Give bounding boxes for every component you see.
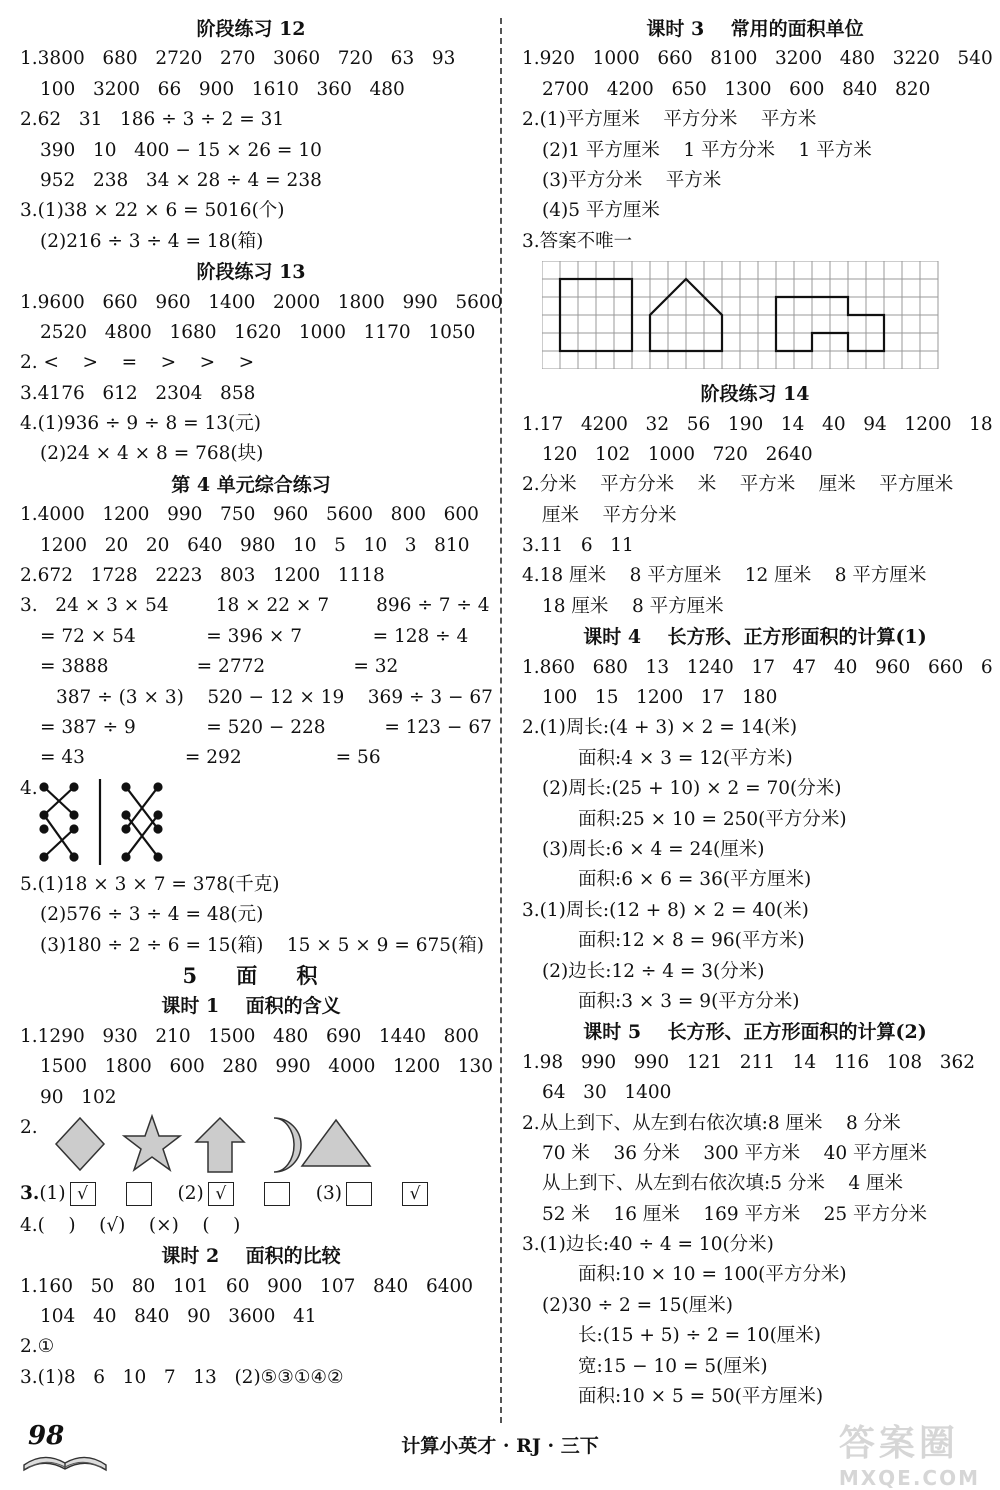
chapter-title: 5 面 积 <box>182 962 320 988</box>
answer-line: 1.4000 1200 990 750 960 5600 800 600 <box>20 504 479 526</box>
answer-line: 390 10 400 − 15 × 26 = 10 <box>40 139 322 161</box>
answer-line: 100 15 1200 17 180 <box>542 687 778 709</box>
question-number: 3. <box>20 1183 40 1205</box>
section-title: 课时 4 长方形、正方形面积的计算(1) <box>583 626 927 649</box>
shapes-row <box>20 1113 482 1177</box>
answer-line: 1.160 50 80 101 60 900 107 840 6400 <box>20 1275 474 1297</box>
answer-line: 4.18 厘米 8 平方厘米 12 厘米 8 平方厘米 <box>522 565 927 587</box>
watermark-url: MXQE.COM <box>838 1466 980 1490</box>
answer-line: (2)216 ÷ 3 ÷ 4 = 18(箱) <box>40 230 264 252</box>
grid-figure <box>542 261 940 369</box>
answer-line: 1.860 680 13 1240 17 47 40 960 660 6 <box>522 656 993 678</box>
column-divider <box>500 18 502 1423</box>
answer-line: 3. 24 × 3 × 54 18 × 22 × 7 896 ÷ 7 ÷ 4 <box>20 595 490 617</box>
checkbox <box>264 1182 290 1206</box>
answer-line: 宽:15 − 10 = 5(厘米) <box>578 1355 768 1377</box>
answer-line: 3.(1)周长:(12 + 8) × 2 = 40(米) <box>522 899 809 921</box>
answer-line: = 3888 = 2772 = 32 <box>40 656 399 678</box>
line-matching-figure <box>38 777 188 867</box>
answer-line: (2)1 平方厘米 1 平方分米 1 平方米 <box>542 139 872 161</box>
answer-line: 3.(1)8 6 10 7 13 (2)⑤③①④② <box>20 1366 344 1388</box>
checkbox: √ <box>402 1182 428 1206</box>
checkbox-label: (1) <box>39 1183 66 1205</box>
section-title: 阶段练习 12 <box>196 18 306 40</box>
answer-line: 2.(1)周长:(4 + 3) × 2 = 14(米) <box>522 717 798 739</box>
answer-line: 1.1290 930 210 1500 480 690 1440 800 <box>20 1025 479 1047</box>
answer-line: 18 厘米 8 平方厘米 <box>542 595 724 617</box>
answer-line: 2.分米 平方分米 米 平方米 厘米 平方厘米 <box>522 474 954 496</box>
left-column <box>20 14 503 1393</box>
answer-line: 2.62 31 186 ÷ 3 ÷ 2 = 31 <box>20 109 285 131</box>
answer-line: 2520 4800 1680 1620 1000 1170 1050 <box>40 321 476 343</box>
question-number: 2. <box>20 1116 38 1138</box>
answer-line: (2)周长:(25 + 10) × 2 = 70(分米) <box>542 778 842 800</box>
section-title: 课时 3 常用的面积单位 <box>646 18 864 40</box>
answer-line: (3)180 ÷ 2 ÷ 6 = 15(箱) 15 × 5 × 9 = 675(箱) <box>40 934 484 956</box>
matching-diagram <box>20 774 482 870</box>
checkbox: √ <box>208 1182 234 1206</box>
star-shape <box>124 1116 180 1170</box>
answer-line: 面积:25 × 10 = 250(平方分米) <box>578 808 847 830</box>
watermark <box>839 1415 980 1490</box>
answer-line: 面积:10 × 10 = 100(平方分米) <box>578 1264 847 1286</box>
page-number: 98 <box>28 1421 65 1451</box>
section-title: 课时 2 面积的比较 <box>161 1245 341 1268</box>
book-title: 计算小英才 · RJ · 三下 <box>401 1435 599 1457</box>
shaded-shapes-figure <box>52 1114 382 1176</box>
answer-line: 2. < > = > > > <box>20 352 255 374</box>
question-number: 4. <box>20 777 38 799</box>
answer-line: 952 238 34 × 28 ÷ 4 = 238 <box>40 169 322 191</box>
checkbox <box>126 1182 152 1206</box>
answer-line: (2)30 ÷ 2 = 15(厘米) <box>542 1294 734 1316</box>
answer-line: 面积:12 × 8 = 96(平方米) <box>578 930 805 952</box>
answer-line: 1200 20 20 640 980 10 5 10 3 810 <box>40 534 470 556</box>
right-column <box>522 14 993 1412</box>
arrow-shape <box>196 1118 244 1172</box>
page-footer <box>0 1415 1000 1490</box>
answer-line: = 43 = 292 = 56 <box>40 747 381 769</box>
answer-line: 1.920 1000 660 8100 3200 480 3220 540 <box>522 48 993 70</box>
answer-line: 1.9600 660 960 1400 2000 1800 990 5600 <box>20 291 503 313</box>
answer-line: 1.3800 680 2720 270 3060 720 63 93 <box>20 48 456 70</box>
crescent-shape <box>274 1118 301 1172</box>
checkbox: √ <box>70 1182 96 1206</box>
section-title: 阶段练习 14 <box>700 383 810 406</box>
answer-line: 2700 4200 650 1300 600 840 820 <box>542 78 931 100</box>
answer-line: 120 102 1000 720 2640 <box>542 443 813 465</box>
diamond-shape <box>56 1118 104 1170</box>
answer-line: 1500 1800 600 280 990 4000 1200 130 <box>40 1056 494 1078</box>
answer-line: 100 3200 66 900 1610 360 480 <box>40 78 405 100</box>
answer-line: 52 米 16 厘米 169 平方米 25 平方分米 <box>542 1203 928 1225</box>
answer-line: 2.(1)平方厘米 平方分米 平方米 <box>522 109 817 131</box>
answer-line: 从上到下、从左到右依次填:5 分米 4 厘米 <box>542 1173 904 1195</box>
answer-line: 3.11 6 11 <box>522 535 634 557</box>
answer-line: 面积:10 × 5 = 50(平方厘米) <box>578 1386 824 1408</box>
answer-line: 面积:6 × 6 = 36(平方厘米) <box>578 869 812 891</box>
answer-line: 4.( ) (√) (×) ( ) <box>20 1214 241 1236</box>
triangle-shape <box>302 1120 370 1166</box>
grid-drawing <box>542 261 988 373</box>
answer-line: 3.答案不唯一 <box>522 230 633 252</box>
answer-line: 2.672 1728 2223 803 1200 1118 <box>20 565 385 587</box>
answer-line: = 72 × 54 = 396 × 7 = 128 ÷ 4 <box>40 625 469 647</box>
answer-line: 3.(1)38 × 22 × 6 = 5016(个) <box>20 200 285 222</box>
answer-line: 3.(1)边长:40 ÷ 4 = 10(分米) <box>522 1234 774 1256</box>
answer-line: (3)周长:6 × 4 = 24(厘米) <box>542 838 765 860</box>
answer-line: 1.98 990 990 121 211 14 116 108 362 <box>522 1051 976 1073</box>
answer-line: 面积:3 × 3 = 9(平方分米) <box>578 990 800 1012</box>
answer-line: 4.(1)936 ÷ 9 ÷ 8 = 13(元) <box>20 413 261 435</box>
answer-line: 70 米 36 分米 300 平方米 40 平方厘米 <box>542 1142 928 1164</box>
answer-line: (3)平方分米 平方米 <box>542 169 722 191</box>
answer-line: 387 ÷ (3 × 3) 520 − 12 × 19 369 ÷ 3 − 67 <box>56 686 493 708</box>
answer-line: 90 102 <box>40 1086 117 1108</box>
answer-line: 2.从上到下、从左到右依次填:8 厘米 8 分米 <box>522 1112 901 1134</box>
checkbox-label: (3) <box>315 1183 342 1205</box>
section-title: 课时 1 面积的含义 <box>161 995 341 1018</box>
answer-line: 64 30 1400 <box>542 1082 672 1104</box>
answer-line: (2)24 × 4 × 8 = 768(块) <box>40 443 264 465</box>
answer-line: (4)5 平方厘米 <box>542 200 660 222</box>
checkbox-row <box>20 1177 482 1211</box>
answer-line: 2.① <box>20 1336 55 1358</box>
answer-line: (2)边长:12 ÷ 4 = 3(分米) <box>542 960 765 982</box>
section-title: 第 4 单元综合练习 <box>171 473 331 496</box>
checkbox-label: (2) <box>177 1183 204 1205</box>
watermark-logo-text: 答案圈 <box>838 1423 959 1464</box>
section-title: 阶段练习 13 <box>196 261 306 284</box>
answer-line: (2)576 ÷ 3 ÷ 4 = 48(元) <box>40 904 264 926</box>
answer-line: 面积:4 × 3 = 12(平方米) <box>578 747 793 769</box>
answer-line: 5.(1)18 × 3 × 7 = 378(千克) <box>20 873 280 895</box>
answer-line: 1.17 4200 32 56 190 14 40 94 1200 18 <box>522 413 993 435</box>
answer-line: 3.4176 612 2304 858 <box>20 382 256 404</box>
answer-line: 长:(15 + 5) ÷ 2 = 10(厘米) <box>578 1325 822 1347</box>
answer-line: 厘米 平方分米 <box>542 504 677 526</box>
answer-line: = 387 ÷ 9 = 520 − 228 = 123 − 67 <box>40 716 492 738</box>
answer-line: 104 40 840 90 3600 41 <box>40 1306 317 1328</box>
section-title: 课时 5 长方形、正方形面积的计算(2) <box>583 1021 927 1044</box>
checkbox <box>346 1182 372 1206</box>
